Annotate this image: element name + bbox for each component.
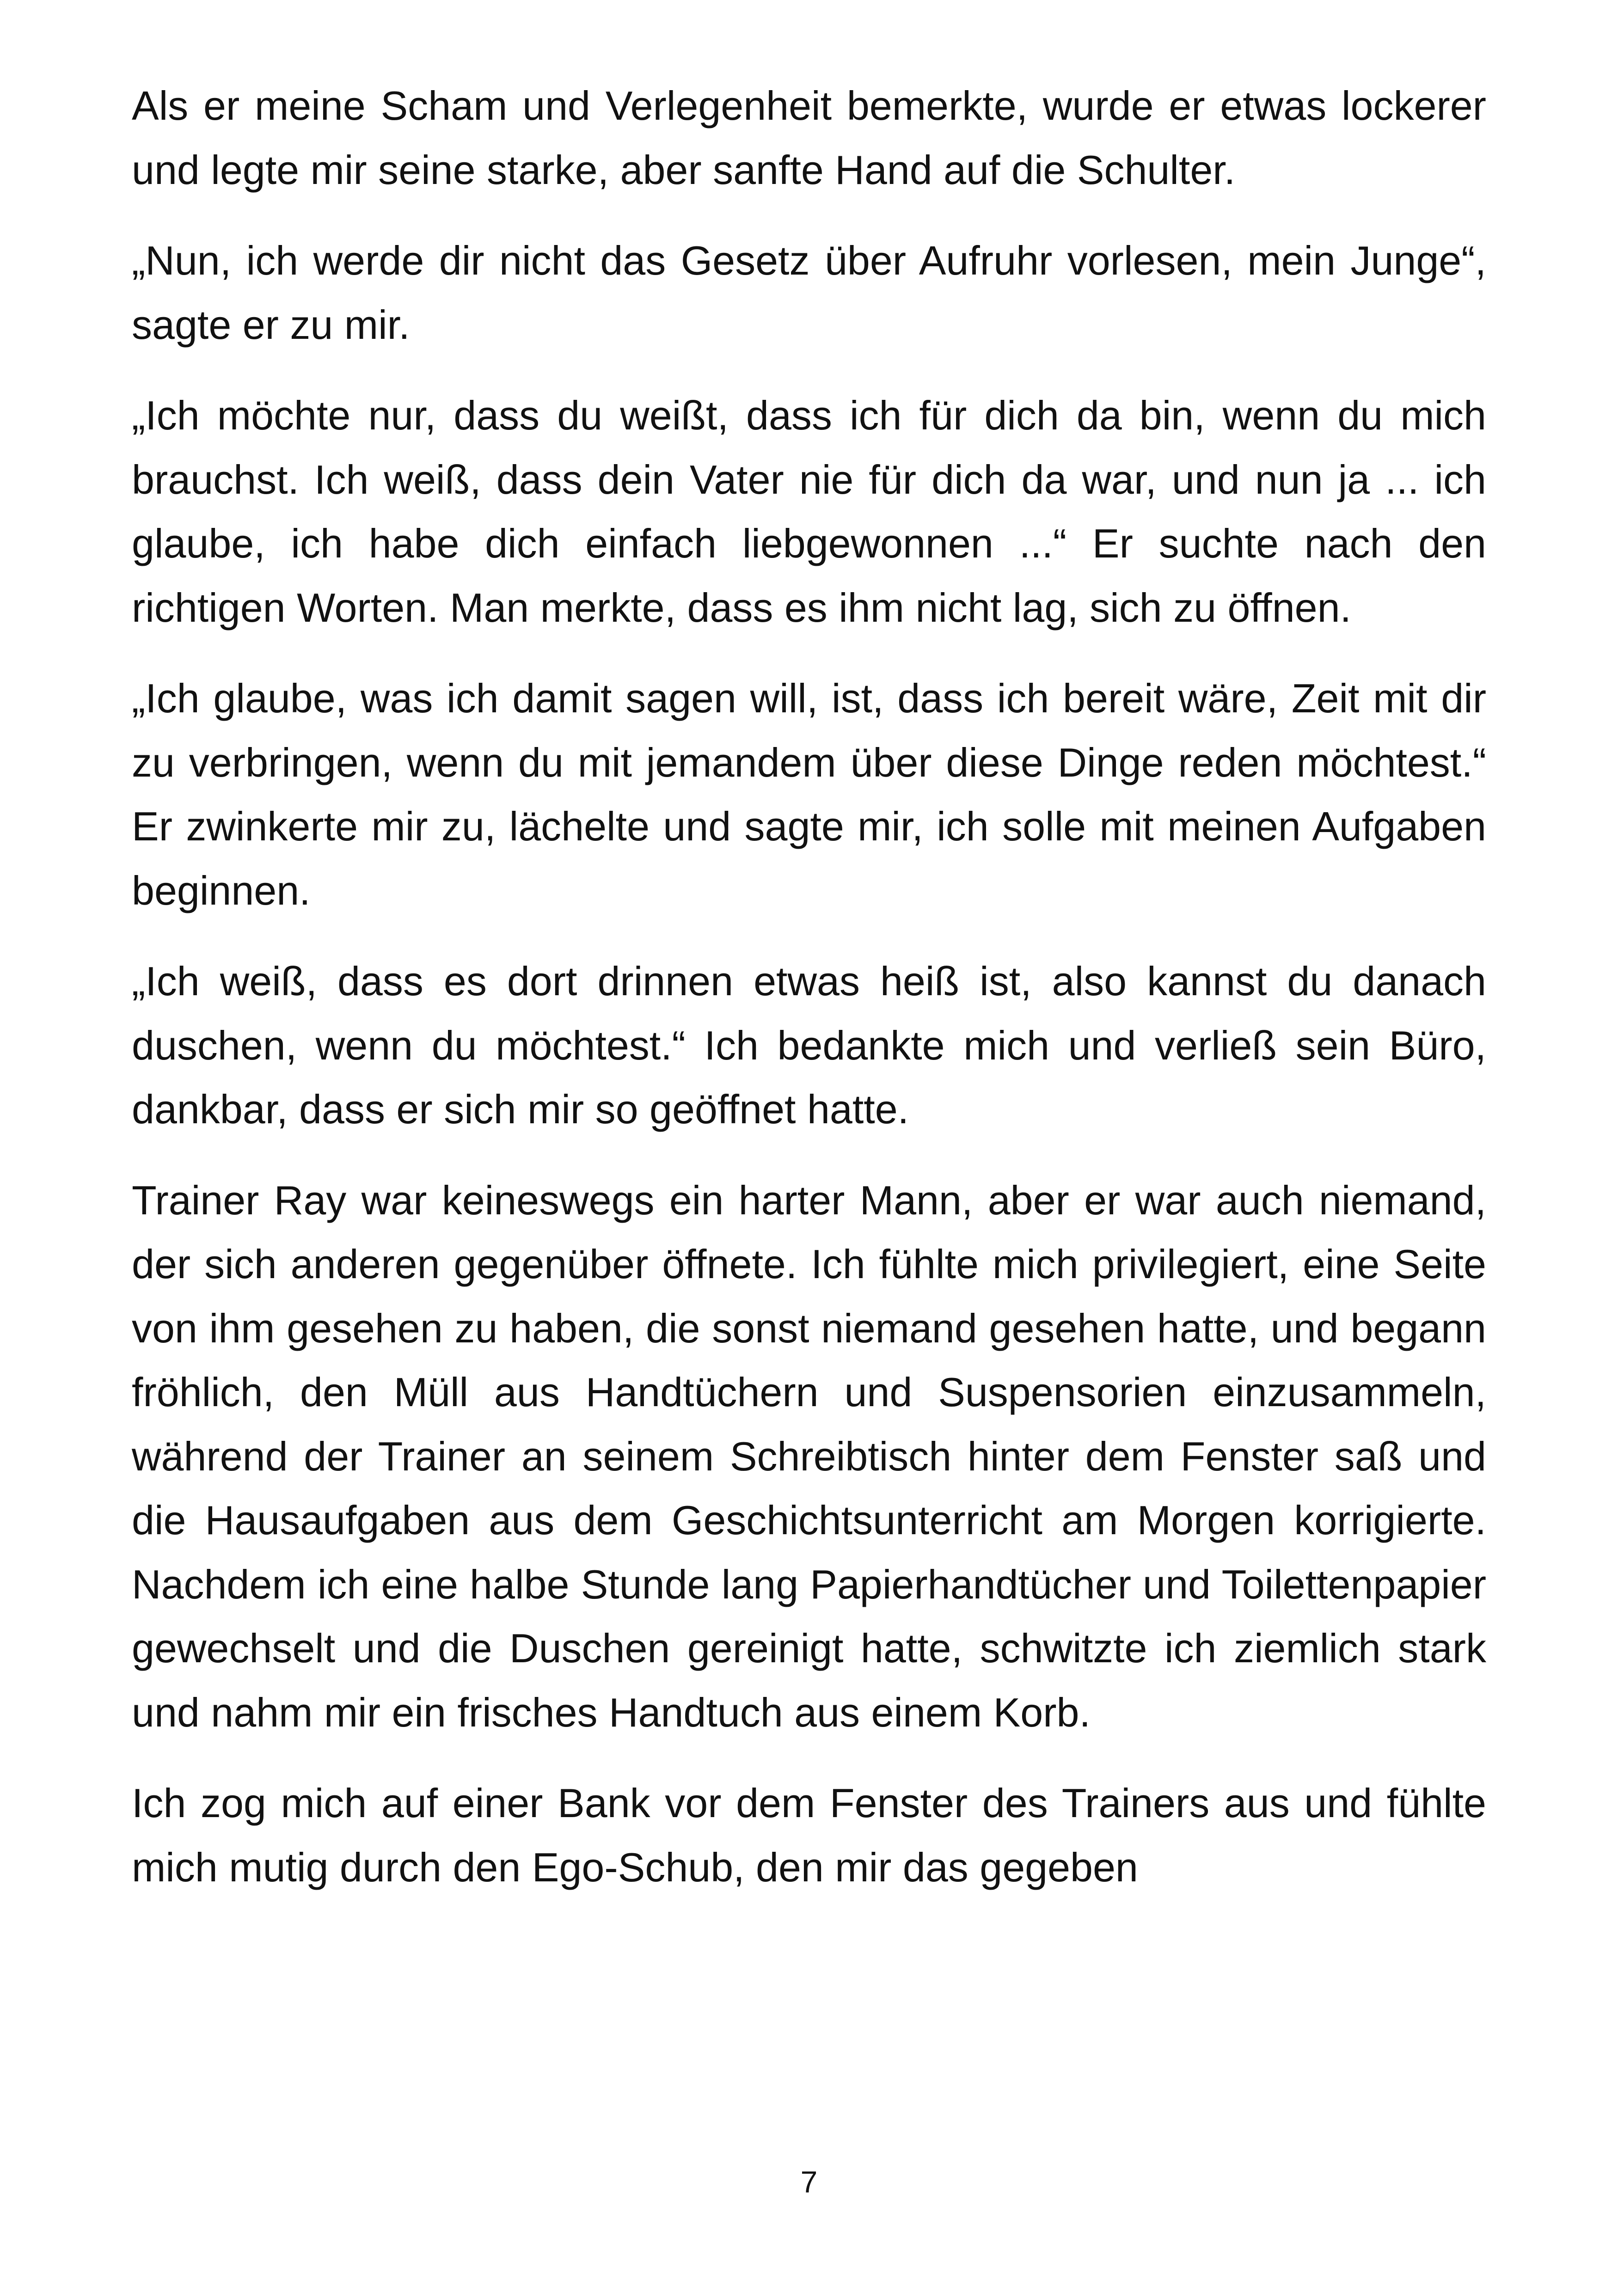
paragraph: „Ich möchte nur, dass du weißt, dass ich für dich da bin, wenn du mich brauchst. Ich weiß, dass dein Vater nie für dich da war, und nun ja ... ich glaube, ich habe dich einfach liebgewonnen ...“ Er suchte nach den richtigen Worten. Man merkte, dass es ihm nicht lag, sich zu öffnen. — [132, 392, 1486, 631]
text-body — [132, 74, 1486, 1926]
paragraph: Ich zog mich auf einer Bank vor dem Fenster des Trainers aus und fühlte mich mutig durch den Ego-Schub, den mir das gegeben — [132, 1780, 1486, 1890]
paragraph: „Ich glaube, was ich damit sagen will, ist, dass ich bereit wäre, Zeit mit dir zu verbringen, wenn du mit jemandem über diese Dinge reden möchtest.“ Er zwinkerte mir zu, lächelte und sagte mir, ich solle mit meinen Aufgaben beginnen. — [132, 675, 1486, 913]
paragraph: Trainer Ray war keineswegs ein harter Mann, aber er war auch niemand, der sich anderen gegenüber öffnete. Ich fühlte mich privilegiert, eine Seite von ihm gesehen zu haben, die sonst niemand gesehen hatte, und begann fröhlich, den Müll aus Handtüchern und Suspensorien einzusammeln, während der Trainer an seinem Schreibtisch hinter dem Fenster saß und die Hausaufgaben aus dem Geschichtsunterricht am Morgen korrigierte. Nachdem ich eine halbe Stunde lang Papierhandtücher und Toilettenpapier gewechselt und die Duschen gereinigt hatte, schwitzte ich ziemlich stark und nahm mir ein frisches Handtuch aus einem Korb. — [132, 1177, 1486, 1735]
paragraph: „Ich weiß, dass es dort drinnen etwas heiß ist, also kannst du danach duschen, wenn du möchtest.“ Ich bedankte mich und verließ sein Büro, dankbar, dass er sich mir so geöffnet hatte. — [132, 958, 1486, 1132]
paragraph: Als er meine Scham und Verlegenheit bemerkte, wurde er etwas lockerer und legte mir seine starke, aber sanfte Hand auf die Schulter. — [132, 83, 1486, 193]
page-number: 7 — [800, 2165, 818, 2199]
paragraph: „Nun, ich werde dir nicht das Gesetz über Aufruhr vorlesen, mein Junge“, sagte er zu mir. — [132, 238, 1486, 348]
